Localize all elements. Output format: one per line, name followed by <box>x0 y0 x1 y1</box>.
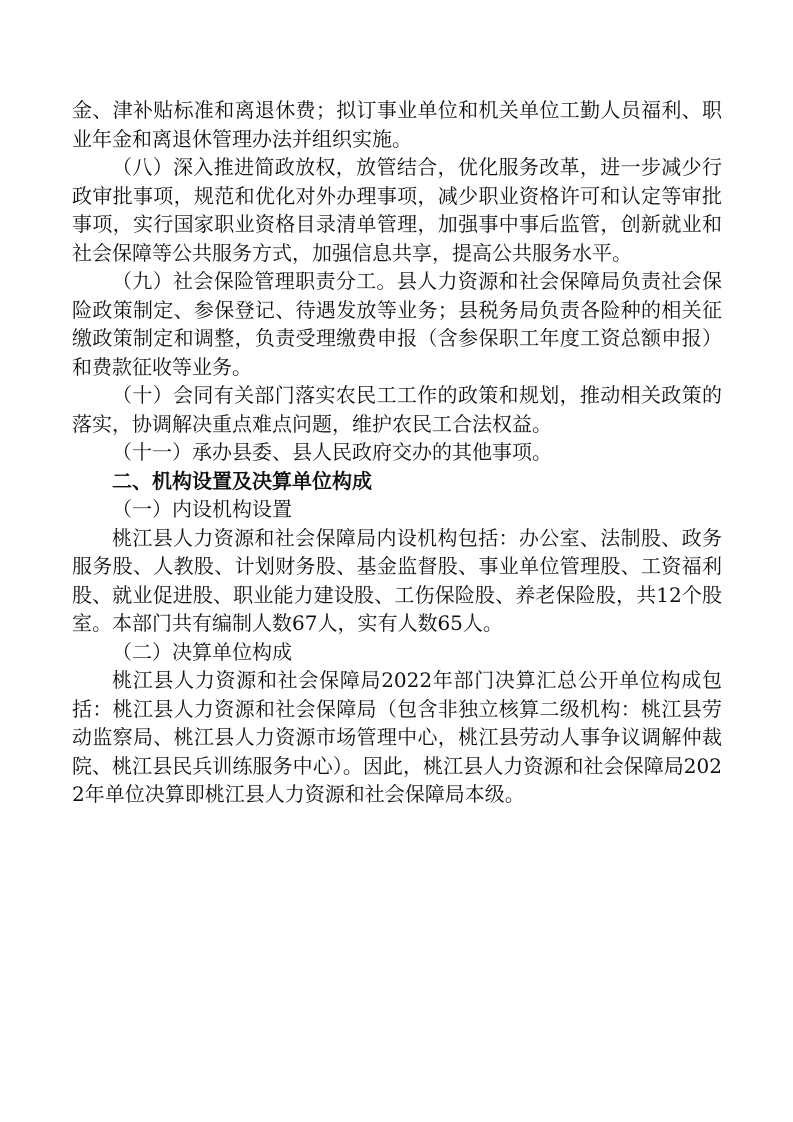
subsection-heading-internal-structure: （一）内设机构设置 <box>112 497 292 521</box>
paragraph-item-10: （十）会同有关部门落实农民工工作的政策和规划，推动相关政策的落实，协调解决重点难点问题，维护农民工合法权益。 <box>72 383 722 436</box>
document-body <box>72 96 722 809</box>
paragraph-internal-structure: 桃江县人力资源和社会保障局内设机构包括：办公室、法制股、政务服务股、人教股、计划财务股、基金监督股、事业单位管理股、工资福利股、就业促进股、职业能力建设股、工伤保险股、养老保险股，共12个股室。本部门共有编制人数67人，实有人数65人。 <box>72 525 722 635</box>
paragraph-item-11: （十一）承办县委、县人民政府交办的其他事项。 <box>112 440 552 464</box>
paragraph-continuation: 金、津补贴标准和离退休费；拟订事业单位和机关单位工勤人员福利、职业年金和离退休管理办法并组织实施。 <box>72 98 722 151</box>
subsection-heading-budget-units: （二）决算单位构成 <box>112 639 292 664</box>
paragraph-budget-units: 桃江县人力资源和社会保障局2022年部门决算汇总公开单位构成包括：桃江县人力资源和社会保障局（包含非独立核算二级机构：桃江县劳动监察局、桃江县人力资源市场管理中心，桃江县劳动人事争议调解仲裁院、桃江县民兵训练服务中心）。因此，桃江县人力资源和社会保障局2022年单位决算即桃江县人力资源和社会保障局本级。 <box>72 668 722 806</box>
section-heading: 二、机构设置及决算单位构成 <box>112 468 372 493</box>
paragraph-item-8: （八）深入推进简政放权，放管结合，优化服务改革，进一步减少行政审批事项，规范和优化对外办理事项，减少职业资格许可和认定等审批事项，实行国家职业资格目录清单管理，加强事中事后监管，创新就业和社会保障等公共服务方式，加强信息共享，提高公共服务水平。 <box>72 155 722 265</box>
paragraph-item-9: （九）社会保险管理职责分工。县人力资源和社会保障局负责社会保险政策制定、参保登记、待遇发放等业务；县税务局负责各险种的相关征缴政策制定和调整，负责受理缴费申报（含参保职工年度工资总额申报）和费款征收等业务。 <box>72 269 722 379</box>
